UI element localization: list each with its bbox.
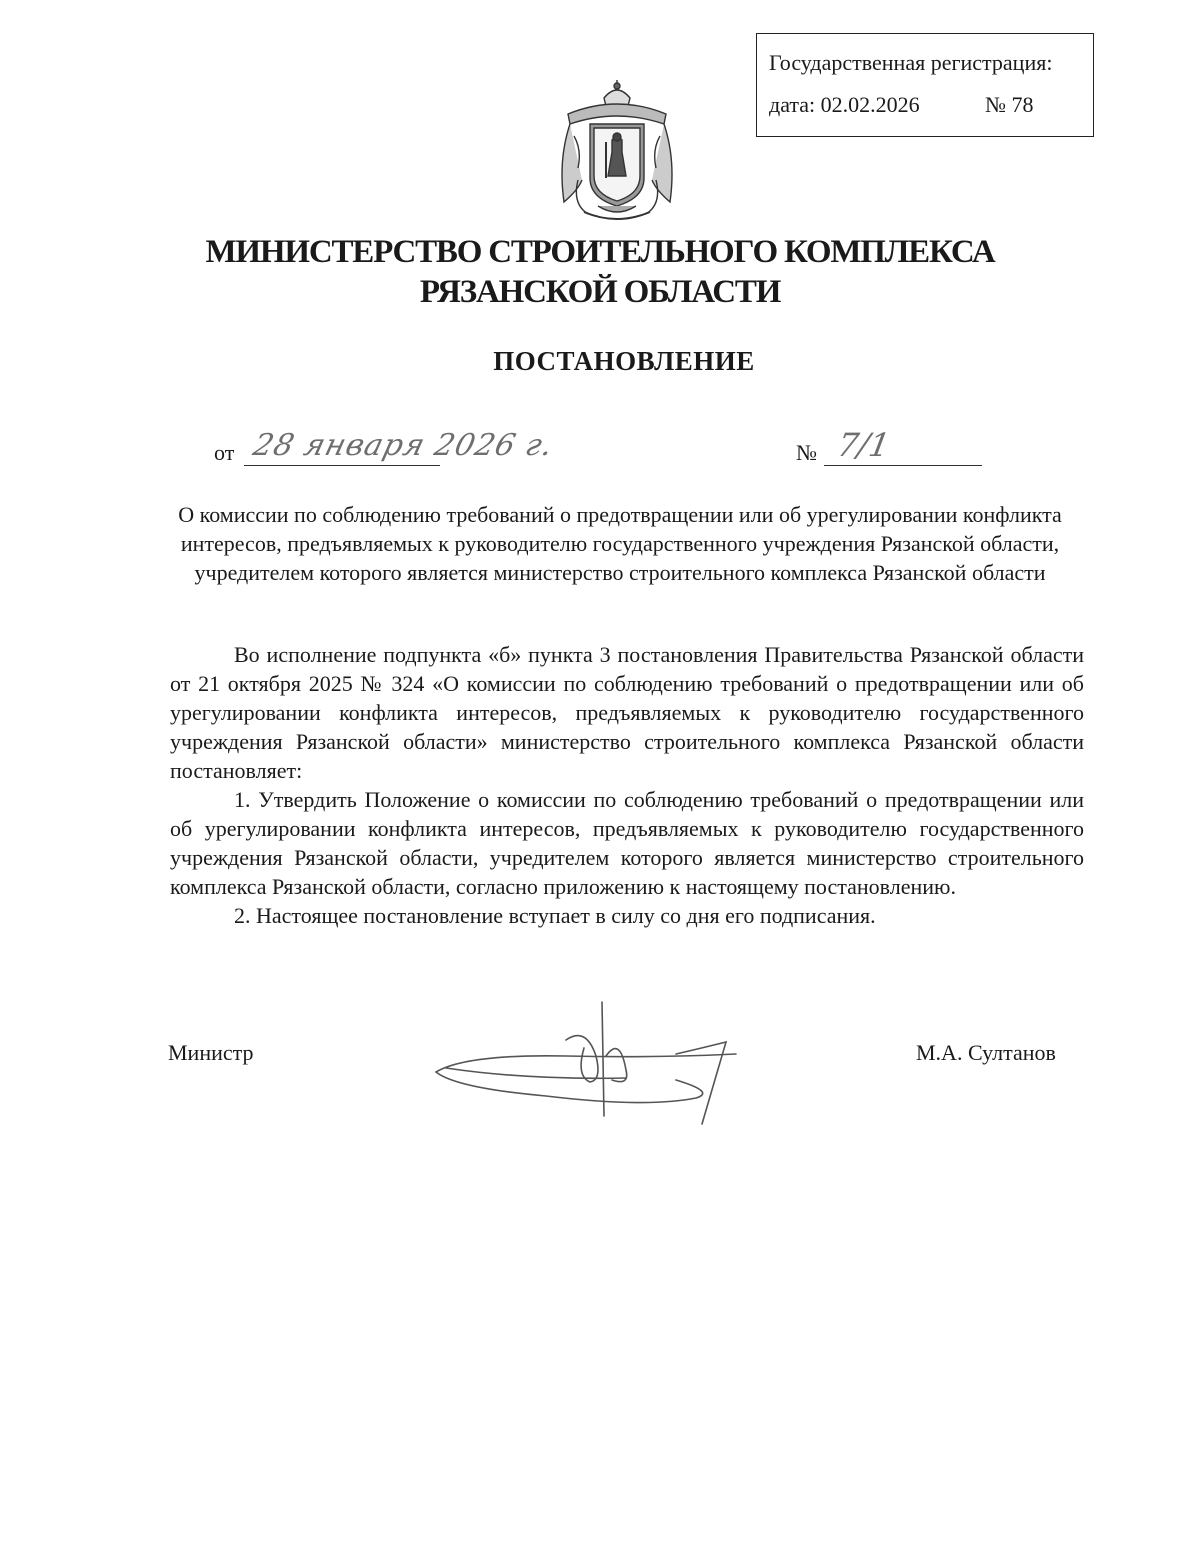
signature-icon [426, 996, 746, 1136]
number-prefix: № [796, 440, 817, 465]
registration-stamp [756, 33, 1094, 137]
ministry-name-line1: МИНИСТЕРСТВО СТРОИТЕЛЬНОГО КОМПЛЕКСА [205, 234, 995, 270]
registration-number: № 78 [985, 92, 1034, 117]
ministry-name-line2: РЯЗАНСКОЙ ОБЛАСТИ [419, 274, 781, 310]
date-underline [244, 465, 440, 466]
document-body [170, 640, 1084, 930]
registration-date: дата: 02.02.2026 [769, 92, 920, 117]
document-subject: О комиссии по соблюдению требований о предотвращении или об урегулировании конфликта интересов, предъявляемых к руководителю государственного учреждения Рязанской области, учредителем которого является министерство строительного комплекса Рязанской области [178, 502, 1062, 585]
signer-name: М.А. Султанов [916, 1040, 1056, 1065]
coat-of-arms-icon [548, 80, 686, 222]
number-underline [824, 465, 982, 466]
signer-title: Министр [168, 1040, 254, 1065]
handwritten-date: 28 января 2026 г. [249, 428, 558, 463]
registration-title: Государственная регистрация: [769, 50, 1053, 75]
ministry-name [150, 232, 1050, 312]
handwritten-number: 7/1 [834, 426, 893, 464]
document-type: ПОСТАНОВЛЕНИЕ [493, 346, 755, 376]
date-prefix: от [214, 440, 235, 465]
body-item-1: 1. Утвердить Положение о комиссии по соблюдению требований о предотвращении или об урегулировании конфликта интересов, предъявляемых к руководителю государственного учреждения Рязанской области, учредителем которого является министерство строительного комплекса Рязанской области, согласно приложению к настоящему постановлению. [170, 787, 1084, 899]
body-item-2: 2. Настоящее постановление вступает в силу со дня его подписания. [234, 903, 876, 928]
body-preamble: Во исполнение подпункта «б» пункта 3 постановления Правительства Рязанской области от 21 октября 2025 № 324 «О комиссии по соблюдению требований о предотвращении или об урегулировании конфликта интересов, предъявляемых к руководителю государственного учреждения Рязанской области» министерство строительного комплекса Рязанской области постановляет: [170, 642, 1084, 783]
